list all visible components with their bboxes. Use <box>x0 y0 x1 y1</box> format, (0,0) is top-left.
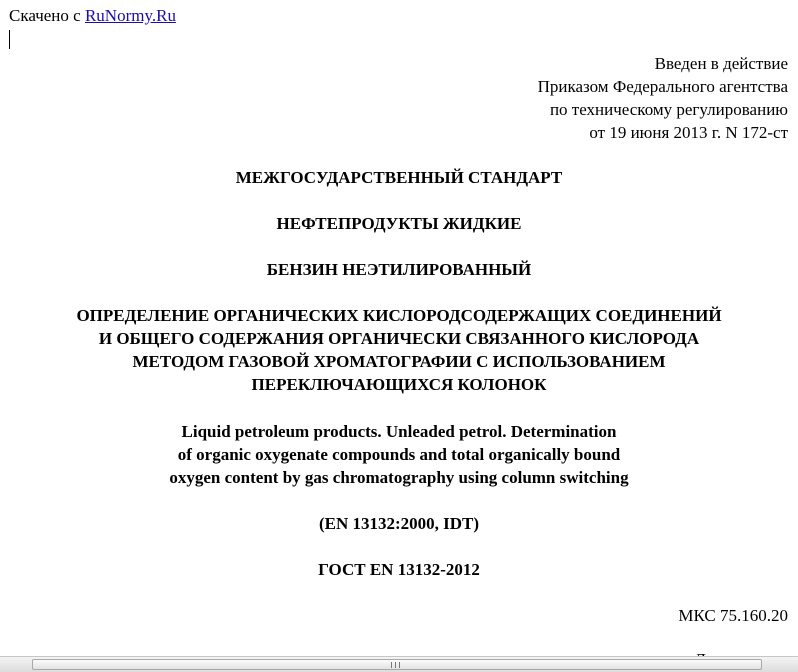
approval-line: Приказом Федерального агентства <box>537 77 788 96</box>
standard-designation-text: ГОСТ EN 13132-2012 <box>318 560 480 579</box>
approval-block <box>538 52 788 144</box>
grip-icon <box>391 662 400 668</box>
standard-kind <box>0 166 798 189</box>
equivalence-text: (EN 13132:2000, IDT) <box>318 514 480 533</box>
equivalence-note <box>0 512 798 535</box>
english-title-line: of organic oxygenate compounds and total organically bound <box>177 445 621 464</box>
title-heading-1-text: НЕФТЕПРОДУКТЫ ЖИДКИЕ <box>276 214 522 233</box>
title-line: МЕТОДОМ ГАЗОВОЙ ХРОМАТОГРАФИИ С ИСПОЛЬЗОВАНИЕМ <box>132 352 666 371</box>
title-heading-3 <box>0 304 798 396</box>
approval-line: Введен в действие <box>654 54 788 73</box>
title-heading-1 <box>0 212 798 235</box>
title-heading-2-text: БЕНЗИН НЕЭТИЛИРОВАННЫЙ <box>266 260 532 279</box>
title-line: ОПРЕДЕЛЕНИЕ ОРГАНИЧЕСКИХ КИСЛОРОДСОДЕРЖАЩИХ СОЕДИНЕНИЙ <box>76 306 722 325</box>
standard-kind-text: МЕЖГОСУДАРСТВЕННЫЙ СТАНДАРТ <box>235 168 563 187</box>
title-line: ПЕРЕКЛЮЧАЮЩИХСЯ КОЛОНОК <box>251 375 547 394</box>
text-cursor <box>9 30 10 49</box>
title-line: И ОБЩЕГО СОДЕРЖАНИЯ ОРГАНИЧЕСКИ СВЯЗАННОГО КИСЛОРОДА <box>98 329 700 348</box>
english-title <box>0 420 798 489</box>
title-heading-2 <box>0 258 798 281</box>
classification-code: МКС 75.160.20 <box>678 606 788 625</box>
source-link[interactable]: RuNormy.Ru <box>84 6 176 25</box>
approval-line: от 19 июня 2013 г. N 172-ст <box>589 123 788 142</box>
source-prefix: Скачено с <box>9 6 85 25</box>
horizontal-scrollbar[interactable] <box>0 656 798 672</box>
scrollbar-thumb[interactable] <box>32 659 762 670</box>
english-title-line: Liquid petroleum products. Unleaded petrol. Determination <box>181 422 617 441</box>
approval-line: по техническому регулированию <box>549 100 788 119</box>
source-line <box>9 6 176 26</box>
standard-designation <box>0 558 798 581</box>
english-title-line: oxygen content by gas chromatography using column switching <box>169 468 629 487</box>
